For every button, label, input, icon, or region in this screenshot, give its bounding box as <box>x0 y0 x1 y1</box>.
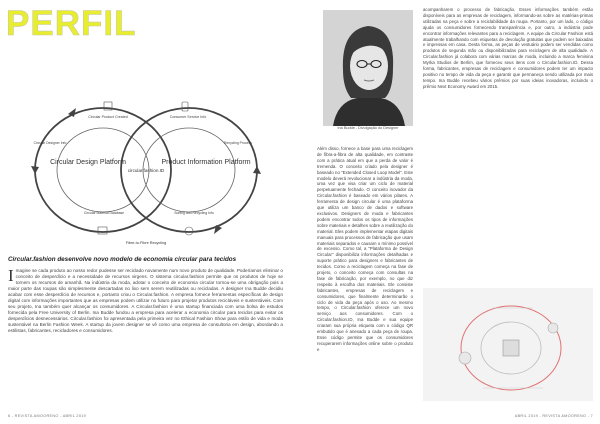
right-circle-title: Product Information Platform <box>161 159 251 166</box>
section-title: PERFIL <box>6 4 137 43</box>
left-circle-title: Circular Design Platform <box>50 159 126 166</box>
top-right-label: Consumer Service Info <box>169 115 207 119</box>
footer-left: 6 - REVISTA AMOORENO - ABRIL 2019 <box>8 414 87 418</box>
recycle-icon <box>185 227 193 235</box>
top-left-label: Circular Product Created <box>88 115 128 119</box>
circular-id-photo <box>423 288 593 401</box>
intro-text: magine se cada produto ao nosso redor pudesse ser reciclado novamente num novo produto de qualidade. Poderíamos eliminar o conceito de desperdício e a necessidade de recursos virgens. O sistema circular.fashion permite que os produtos de hoje se tornem os recursos de amanhã. Na indústria da moda, adotar o conceito de economia circular tornou-se uma obrigação pois a maior parte das roupas são simplesmente descartadas no lixo sem serem reutilizadas ou recicladas. A designer Ina Budde decidiu acabar com esse desperdício de recursos e, portanto criou o Circular.fashion. A empresa fornece ferramentas específicas de design digital com informações importantes que as empresas podem utilizar no futuro para projetar produtos recicláveis e sustentáveis. Com seu projeto, Ina também quer alcançar os consumidores. A Circular.fashion é uma startup financiada com uma bolsa de estudos fornecida pela Free University of Berlin. Ina Budde fundou a empresa para acelerar a economia circular para tecidos para evitar os desperdícios desnecessários. Circular.fashion foi apresentada pela primeira vez no Ethical Fashion Show para estilo de vida e moda sustentável na Berlin Fashion Week. A startup da jovem designer se vê como uma empresa de consultoria em design, abordando a estilistas, fabricantes, recicladores e consumidores. <box>8 268 283 333</box>
arrow-head-icon <box>253 166 261 174</box>
center-label: circular.fashion.ID <box>127 168 165 173</box>
drop-cap: I <box>8 266 14 285</box>
portrait-image <box>323 10 413 126</box>
bottom-center-label: Fibre-to-Fibre Recycling <box>125 241 167 245</box>
arrow-head-icon <box>31 166 39 174</box>
portrait-photo <box>323 10 413 126</box>
bottom-right-label: Sorting and Recycling Info <box>174 211 214 215</box>
bottom-left-label: Circular Material Database <box>83 211 125 215</box>
fabric-icon <box>98 227 107 234</box>
circular-id-image <box>423 288 593 401</box>
left-node-label: Circular Designer Info <box>33 141 67 145</box>
article-caption: Circular.fashion desenvolve novo modelo de economia circular para tecidos <box>8 256 237 263</box>
phone-icon <box>182 102 188 111</box>
circular-economy-diagram <box>8 92 284 247</box>
intro-paragraph <box>8 268 283 333</box>
right-column-text: acompanharem o processo de fabricação. Esses informações também estão disponíveis para as empresas de reciclagem, informando-as sobre as matérias-primas utilizadas na peça e sobre a reciclabilidade da roupa. Portanto, por um lado, o código ajuda os consumidores fornecendo transparência e, por outro, a indústria pode encontrar informações relevantes para a reciclagem. A equipe da Circular Fashion está atualmente trabalhando com etiquetas de devolução gratuitas que podem ser baixadas e impressas em casa. Desta forma, as peças de vestuário podem ser vendidas como produtos de segunda mão ou disponibilizadas para reciclagem de alta qualidade. A Circular.fashion já colabora com várias marcas de moda, incluindo a marca feminina Myrka Studios de Berlim, que forneceu seus itens com o Circular.fashion.ID. Dessa forma, fabricantes, empresas de reciclagem e consumidores podem ter um impacto positivo no tempo de vida da peça e garantir que permaneça sendo utilizada por mais tempo. Ina Budde recebeu vários prêmios por suas ideias inovadoras, incluindo o prêmio Next Economy Award em 2015. <box>423 7 593 89</box>
right-node-label: Recycling Process <box>224 141 252 145</box>
arrow-head-icon <box>214 225 222 234</box>
middle-column-text: Além disso, fornece a base para uma reciclagem de fibra-a-fibra de alta qualidade, em contraste com a prática atual em que a perda de valor é tremenda. O conceito criado pela designer é baseado no "Extended Closed Loop Model". Este modelo deverá revolucionar a indústria da moda, uma vez que visa criar um ciclo de material perpetuamente fechado. O conceito inovador da Circular.fashion é baseado em vários pilares. A ferramenta de design circular é uma plataforma que utiliza um banco de dados e software exclusivos. Designers de moda e fabricantes podem encontrar todos os tipos de informações sobre materiais e detalhes sobre a reutilização do material. Eles podem implementar etapas digitais manuais para processos de fabricação que usam materiais separados e causam o mínimo possível de excesso. Como tal, a "Plataforma de Design Circular" disponibiliza informações detalhadas e suporte prático para designers e fabricantes de tecidos. Como a reciclagem começa na fase de projeto, o conceito começa com consultas na fase de fabricação, por exemplo, no que diz respeito à escolha dos materiais. Ele consiste fabricantes, empresas de reciclagem e consumidores, que finalmente determinarão o ciclo de vida da peça após o uso. Ao mesmo tempo, o Circular.fashion oferece um novo serviço aos consumidores. Com o Circular.fashion.ID, Ina Budde e sua equipe criaram sua própria etiqueta com o código QR embutido que é anexado a cada peça de roupa. Esse código permite que os consumidores recuperarem informações online sobre o produto e <box>317 146 413 352</box>
footer-right: ABRIL 2019 - REVISTA AMOORENO - 7 <box>514 414 593 418</box>
photo-credit: Ina Budde - Divulgação do Designer <box>337 126 399 130</box>
